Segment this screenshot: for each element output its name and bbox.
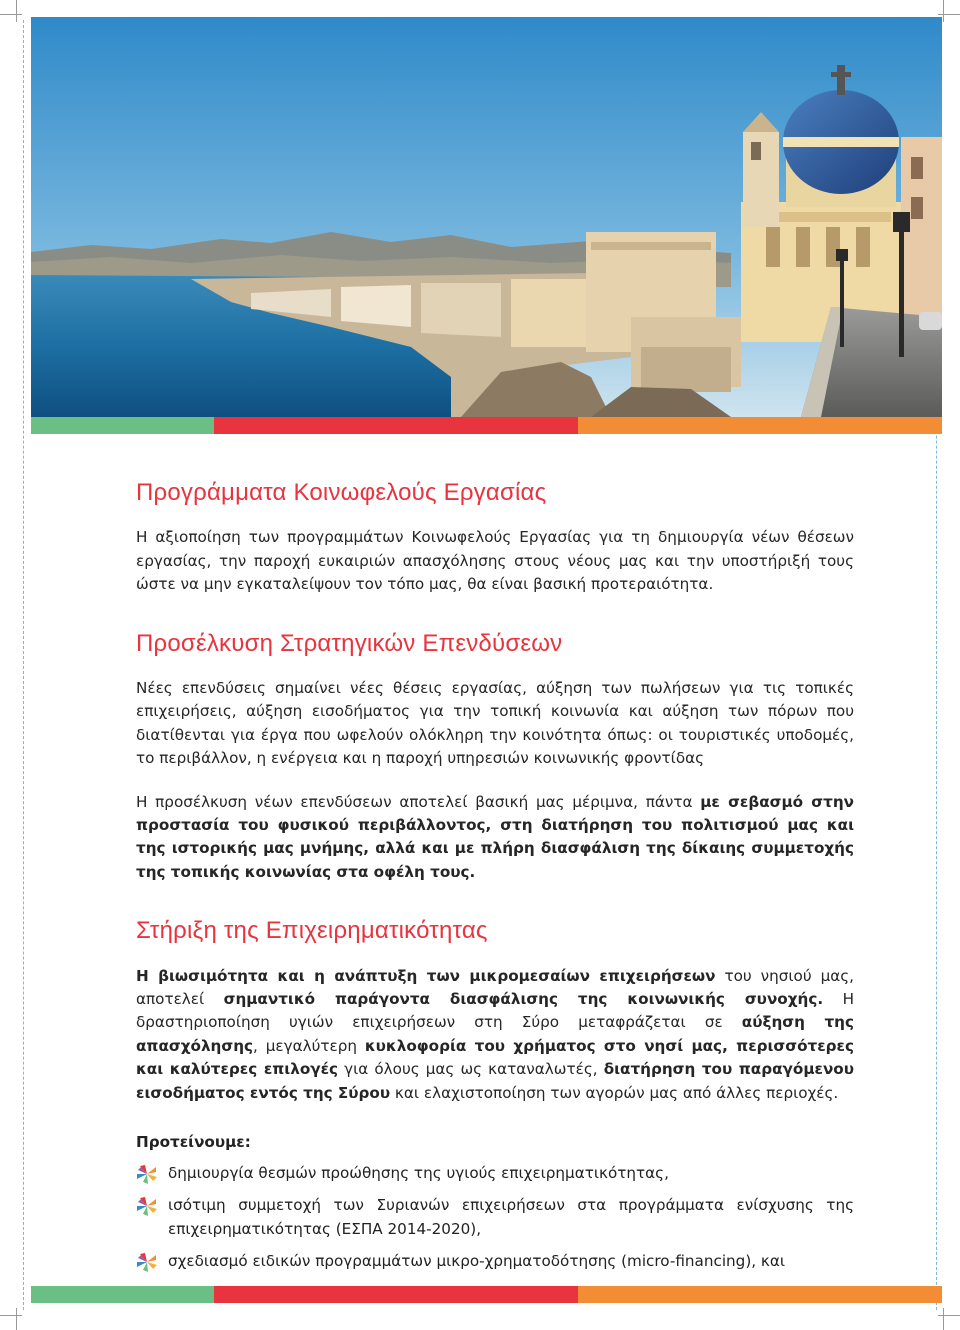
section-body-entrepreneurship: [136, 965, 854, 1105]
bold-phrase: Η βιωσιμότητα και η ανάπτυξη των μικρομεσαίων επιχειρήσεων: [136, 966, 716, 985]
crop-mark: [16, 1308, 17, 1330]
section-body-community-work: Η αξιοποίηση των προγραμμάτων Κοινωφελούς Εργασίας για τη δημιουργία νέων θέσεων εργασίας, την παροχή ευκαιριών απασχόλησης στους νέους μας και την υποστήριξή τους ώστε να μην εγκαταλείψουν τον τόπο μας, θα είναι βασική προτεραιότητα.: [136, 528, 854, 594]
propose-label: Προτείνουμε:: [136, 1133, 251, 1152]
text-phrase: του νησιού μας, αποτελεί: [136, 966, 854, 1009]
hero-photo: [31, 17, 942, 417]
text-phrase: , μεγαλύτερη: [253, 1036, 365, 1055]
proposal-item-text: δημιουργία θεσμών προώθησης της υγιούς επιχειρηματικότητας,: [168, 1164, 669, 1183]
color-band-green: [31, 417, 214, 434]
investments-text-plain: Η προσέλκυση νέων επενδύσεων αποτελεί βασική μας μέριμνα, πάντα: [136, 792, 701, 811]
trim-line-left: [23, 20, 24, 1310]
crop-mark: [943, 0, 944, 22]
proposal-item-text: ισότιμη συμμετοχή των Συριανών επιχειρήσεων στα προγράμματα ενίσχυσης της επιχειρηματικότητας (ΕΣΠΑ 2014-2020),: [168, 1196, 854, 1238]
bold-phrase: αύξηση της απασχόλησης: [136, 1013, 854, 1055]
text-phrase: Η δραστηριοποίηση υγιών επιχειρήσεων στη Σύρο μεταφράζεται σε: [136, 990, 855, 1032]
color-band-orange: [578, 417, 942, 434]
section-title-entrepreneurship: Στήριξη της Επιχειρηματικότητας: [136, 917, 488, 945]
color-band-green-bottom: [31, 1286, 214, 1303]
harbour-illustration: [31, 17, 942, 417]
proposal-item: [136, 1162, 854, 1185]
crop-mark: [16, 0, 17, 22]
text-phrase: και ελαχιστοποίηση των αγορών μας από άλλες περιοχές.: [390, 1083, 839, 1102]
crop-mark: [938, 1315, 960, 1316]
proposal-item: [136, 1250, 854, 1273]
proposal-list: [136, 1162, 854, 1274]
proposal-item-text: σχεδιασμό ειδικών προγραμμάτων μικρο-χρηματοδότησης (micro-financing), και: [168, 1252, 785, 1271]
text-phrase: για όλους μας ως καταναλωτές,: [338, 1060, 604, 1079]
bold-phrase: διατήρηση του παραγόμενου εισοδήματος εντός της Σύρου: [136, 1060, 854, 1102]
star-bullet-icon: [136, 1163, 158, 1185]
color-band-orange-bottom: [578, 1286, 942, 1303]
star-bullet-icon: [136, 1251, 158, 1273]
color-band-red-bottom: [214, 1286, 578, 1303]
section-body-investments: Νέες επενδύσεις σημαίνει νέες θέσεις εργασίας, αύξηση των πωλήσεων για τις τοπικές επιχειρήσεις, αύξηση εισοδήματος για την τοπική κοινωνία και αύξηση των πόρων που διατίθενται για έργα που ωφελούν ολόκληρη την κοινότητα όπως: οι τουριστικές υποδομές, το περιβάλλον, η ενέργεια και η παροχή υπηρεσιών κοινωνικής φροντίδας: [136, 679, 854, 768]
article-content: [136, 470, 854, 1283]
proposal-item: [136, 1194, 854, 1241]
crop-mark: [0, 1315, 22, 1316]
section-title-community-work: Προγράμματα Κοινωφελούς Εργασίας: [136, 479, 547, 506]
crop-mark: [0, 14, 22, 15]
bold-phrase: κυκλοφορία του χρήματος στο νησί μας, περισσότερες και καλύτερες επιλογές: [136, 1036, 854, 1079]
crop-mark: [938, 14, 960, 15]
bold-phrase: σημαντικό παράγοντα διασφάλισης της κοινωνικής συνοχής.: [223, 990, 824, 1009]
star-bullet-icon: [136, 1195, 158, 1217]
crop-mark: [943, 1308, 944, 1330]
color-band-red: [214, 417, 578, 434]
investments-text-bold: με σεβασμό στην προστασία του φυσικού περιβάλλοντος, στη διατήρηση του πολιτισμού μας και της ιστορικής μας μνήμης, αλλά και με πλήρη διασφάλιση της δίκαιης συμμετοχής της τοπικής κοινωνίας στα οφέλη τους.: [136, 792, 854, 881]
section-title-investments: Προσέλκυση Στρατηγικών Επενδύσεων: [136, 629, 563, 657]
section-body-investments-2: [136, 791, 854, 885]
